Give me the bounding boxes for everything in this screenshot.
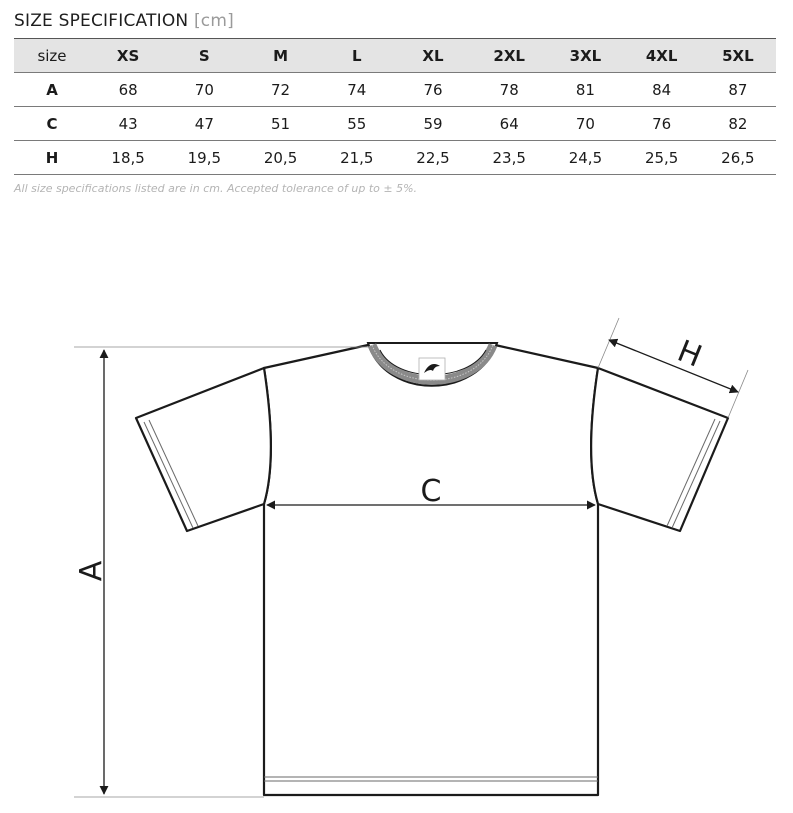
header-cell: 4XL — [624, 39, 700, 73]
header-cell: S — [166, 39, 242, 73]
table-cell: 59 — [395, 107, 471, 141]
table-cell: 21,5 — [319, 141, 395, 175]
table-cell: 81 — [547, 73, 623, 107]
table-cell: 74 — [319, 73, 395, 107]
table-cell: 24,5 — [547, 141, 623, 175]
row-label: C — [14, 107, 90, 141]
label-a: A — [74, 560, 109, 582]
table-cell: 43 — [90, 107, 166, 141]
table-cell: 19,5 — [166, 141, 242, 175]
table-cell: 26,5 — [700, 141, 776, 175]
table-cell: 78 — [471, 73, 547, 107]
label-h: H — [672, 333, 707, 375]
table-cell: 72 — [242, 73, 318, 107]
table-cell: 23,5 — [471, 141, 547, 175]
table-cell: 64 — [471, 107, 547, 141]
row-label: A — [14, 73, 90, 107]
header-cell: XS — [90, 39, 166, 73]
table-cell: 87 — [700, 73, 776, 107]
tshirt-outline — [136, 345, 728, 795]
table-cell: 70 — [547, 107, 623, 141]
header-cell: M — [242, 39, 318, 73]
table-cell: 22,5 — [395, 141, 471, 175]
spec-unit: [cm] — [193, 11, 234, 31]
table-cell: 76 — [395, 73, 471, 107]
header-cell: 2XL — [471, 39, 547, 73]
spec-title-text: SIZE SPECIFICATION — [14, 11, 189, 31]
tolerance-note: All size specifications listed are in cm. Accepted tolerance of up to ± 5%. — [14, 182, 418, 195]
table-cell: 20,5 — [242, 141, 318, 175]
header-cell: size — [14, 39, 90, 73]
table-cell: 82 — [700, 107, 776, 141]
table-cell: 55 — [319, 107, 395, 141]
header-cell: 3XL — [547, 39, 623, 73]
table-cell: 18,5 — [90, 141, 166, 175]
table-cell: 76 — [624, 107, 700, 141]
table-cell: 47 — [166, 107, 242, 141]
header-cell: XL — [395, 39, 471, 73]
header-cell: L — [319, 39, 395, 73]
row-label: H — [14, 141, 90, 175]
header-cell: 5XL — [700, 39, 776, 73]
table-cell: 25,5 — [624, 141, 700, 175]
table-cell: 68 — [90, 73, 166, 107]
table-cell: 51 — [242, 107, 318, 141]
table-cell: 70 — [166, 73, 242, 107]
label-c: C — [420, 474, 442, 509]
table-cell: 84 — [624, 73, 700, 107]
